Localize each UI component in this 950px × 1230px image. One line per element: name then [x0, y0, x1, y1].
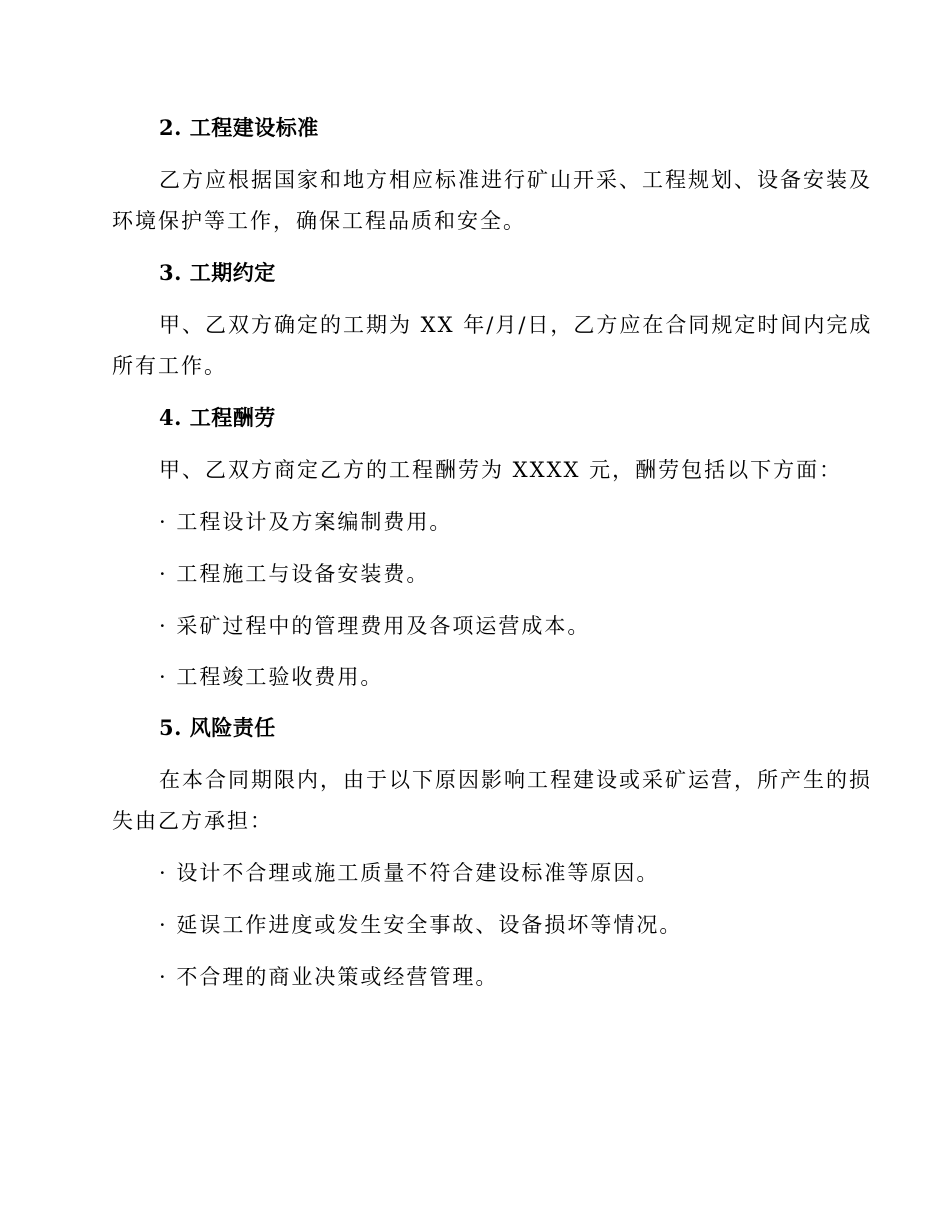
- paragraph-line: 甲、乙双方商定乙方的工程酬劳为 XXXX 元，酬劳包括以下方面：: [159, 458, 843, 482]
- section-heading: 4. 工程酬劳: [159, 405, 276, 430]
- list-item: · 采矿过程中的管理费用及各项运营成本。: [159, 614, 591, 638]
- list-item: · 工程设计及方案编制费用。: [159, 510, 453, 534]
- paragraph-line: 在本合同期限内，由于以下原因影响工程建设或采矿运营，所产生的损: [159, 768, 872, 792]
- list-item: · 工程施工与设备安装费。: [159, 562, 430, 586]
- list-item: · 设计不合理或施工质量不符合建设标准等原因。: [159, 861, 660, 885]
- section-heading: 3. 工期约定: [159, 260, 276, 285]
- paragraph-line: 乙方应根据国家和地方相应标准进行矿山开采、工程规划、设备安装及: [159, 168, 872, 192]
- list-item: · 不合理的商业决策或经营管理。: [159, 965, 499, 989]
- paragraph-line: 甲、乙双方确定的工期为 XX 年/月/日，乙方应在合同规定时间内完成: [159, 313, 873, 337]
- paragraph-line: 所有工作。: [112, 354, 227, 378]
- paragraph-line: 失由乙方承担：: [112, 809, 273, 833]
- paragraph-line: 环境保护等工作，确保工程品质和安全。: [112, 209, 526, 233]
- section-heading: 2. 工程建设标准: [159, 115, 319, 140]
- list-item: · 延误工作进度或发生安全事故、设备损坏等情况。: [159, 913, 683, 937]
- section-heading: 5. 风险责任: [159, 715, 276, 740]
- list-item: · 工程竣工验收费用。: [159, 665, 384, 689]
